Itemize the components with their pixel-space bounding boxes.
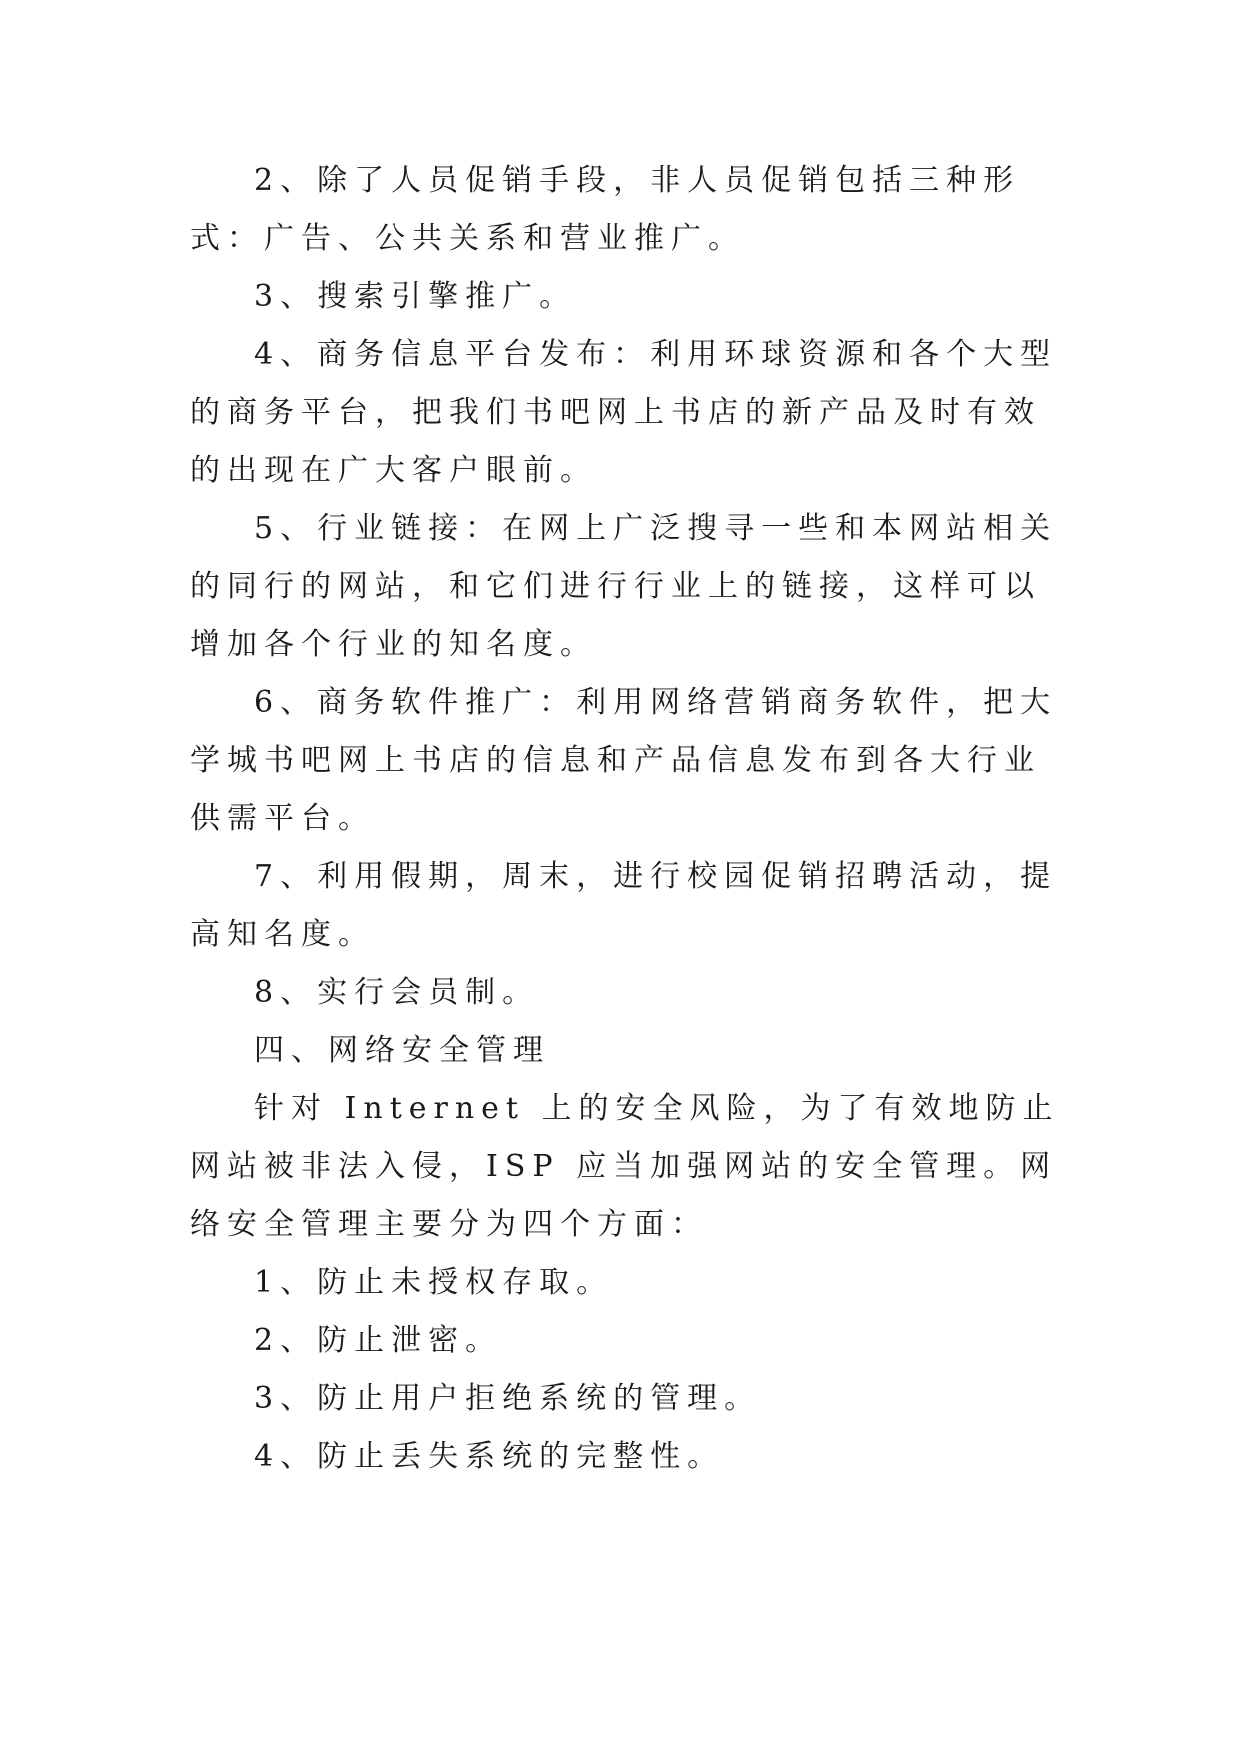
paragraph-industry-links: 5、行业链接：在网上广泛搜寻一些和本网站相关的同行的网站，和它们进行行业上的链接，这样可以增加各个行业的知名度。 xyxy=(190,511,1058,662)
paragraph-search-engine: 3、搜索引擎推广。 xyxy=(254,279,577,314)
paragraph-security-intro: 针对 Internet 上的安全风险，为了有效地防止网站被非法入侵，ISP 应当加强网站的安全管理。网络安全管理主要分为四个方面： xyxy=(190,1091,1060,1242)
list-item-integrity: 4、防止丢失系统的完整性。 xyxy=(254,1439,725,1474)
paragraph-business-software: 6、商务软件推广：利用网络营销商务软件，把大学城书吧网上书店的信息和产品信息发布到各大行业供需平台。 xyxy=(190,685,1058,836)
list-item-unauthorized-access: 1、防止未授权存取。 xyxy=(254,1265,614,1300)
list-item-leak-prevention: 2、防止泄密。 xyxy=(254,1323,503,1358)
list-item-denial-of-management: 3、防止用户拒绝系统的管理。 xyxy=(254,1381,762,1416)
paragraph-membership: 8、实行会员制。 xyxy=(254,975,540,1010)
document-body xyxy=(190,152,1060,1486)
paragraph-business-platform: 4、商务信息平台发布：利用环球资源和各个大型的商务平台，把我们书吧网上书店的新产品及时有效的出现在广大客户眼前。 xyxy=(190,337,1058,488)
paragraph-campus-activities: 7、利用假期，周末，进行校园促销招聘活动，提高知名度。 xyxy=(190,859,1058,952)
section-heading-network-security: 四、网络安全管理 xyxy=(254,1033,550,1068)
paragraph-promotion-forms: 2、除了人员促销手段，非人员促销包括三种形式：广告、公共关系和营业推广。 xyxy=(190,163,1021,256)
